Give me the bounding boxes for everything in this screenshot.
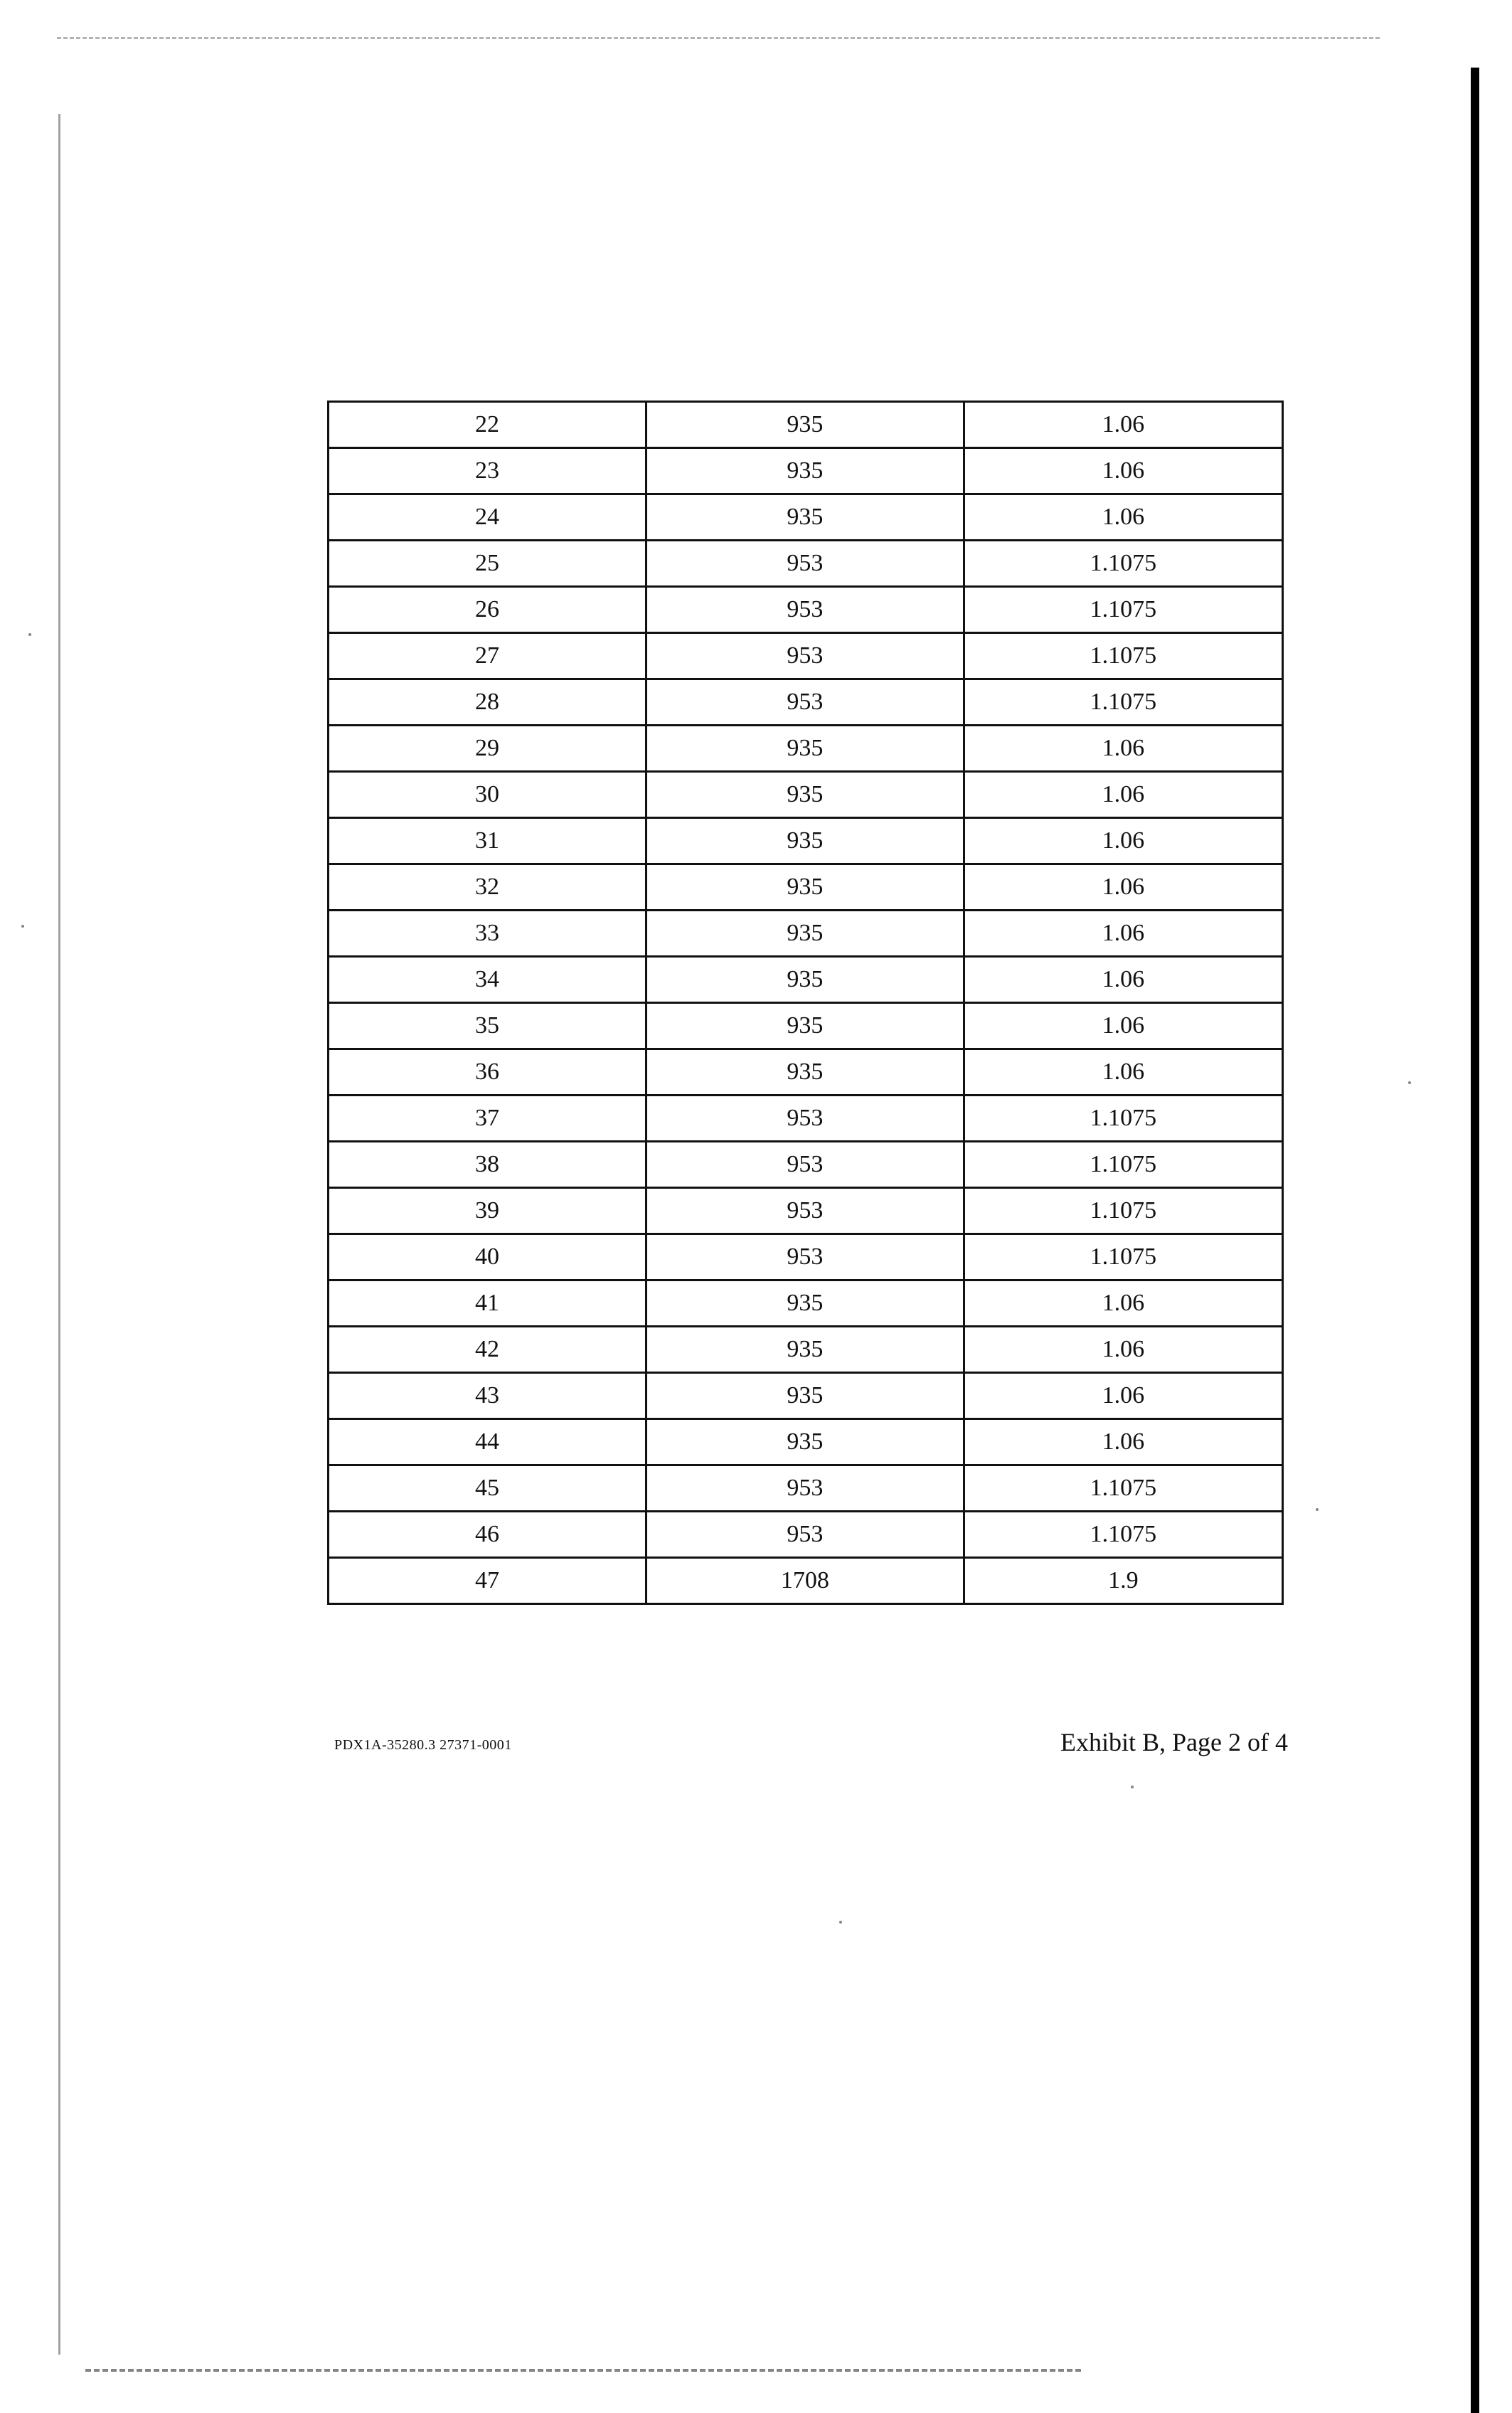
table-cell: 1.06 bbox=[964, 1049, 1282, 1096]
scan-speck bbox=[21, 925, 24, 928]
table-cell: 29 bbox=[329, 726, 646, 772]
table-cell: 1.06 bbox=[964, 448, 1282, 494]
table-cell: 1.1075 bbox=[964, 1142, 1282, 1188]
table-cell: 46 bbox=[329, 1512, 646, 1558]
table-cell: 41 bbox=[329, 1280, 646, 1327]
table-cell: 935 bbox=[646, 1419, 964, 1465]
table-cell: 28 bbox=[329, 679, 646, 726]
table-cell: 42 bbox=[329, 1327, 646, 1373]
table-cell: 935 bbox=[646, 772, 964, 818]
table-cell: 935 bbox=[646, 1327, 964, 1373]
table-cell: 953 bbox=[646, 679, 964, 726]
table-cell: 953 bbox=[646, 1512, 964, 1558]
table-cell: 1.06 bbox=[964, 1327, 1282, 1373]
table-row bbox=[329, 957, 1283, 1003]
scan-artifact-top bbox=[57, 37, 1380, 39]
table-cell: 935 bbox=[646, 818, 964, 864]
table-cell: 953 bbox=[646, 541, 964, 587]
table-cell: 31 bbox=[329, 818, 646, 864]
scan-speck bbox=[1131, 1786, 1134, 1788]
table-cell: 1.06 bbox=[964, 1419, 1282, 1465]
table-cell: 935 bbox=[646, 1373, 964, 1419]
table-cell: 953 bbox=[646, 1188, 964, 1234]
table-row bbox=[329, 541, 1283, 587]
table-cell: 1.1075 bbox=[964, 541, 1282, 587]
scan-speck bbox=[28, 633, 31, 636]
table-row bbox=[329, 1188, 1283, 1234]
table-cell: 43 bbox=[329, 1373, 646, 1419]
scan-speck bbox=[839, 1921, 842, 1924]
table-cell: 1.06 bbox=[964, 1280, 1282, 1327]
table-row bbox=[329, 818, 1283, 864]
table-cell: 1.06 bbox=[964, 402, 1282, 448]
table-row bbox=[329, 1558, 1283, 1604]
table-cell: 24 bbox=[329, 494, 646, 541]
table-cell: 23 bbox=[329, 448, 646, 494]
table-cell: 935 bbox=[646, 1003, 964, 1049]
table-cell: 935 bbox=[646, 448, 964, 494]
table-cell: 953 bbox=[646, 1096, 964, 1142]
table-cell: 32 bbox=[329, 864, 646, 911]
table-cell: 37 bbox=[329, 1096, 646, 1142]
table-cell: 935 bbox=[646, 402, 964, 448]
table-cell: 1.06 bbox=[964, 911, 1282, 957]
table-cell: 40 bbox=[329, 1234, 646, 1280]
table-cell: 22 bbox=[329, 402, 646, 448]
table-row bbox=[329, 1465, 1283, 1512]
table-cell: 1.06 bbox=[964, 957, 1282, 1003]
table-cell: 1.06 bbox=[964, 494, 1282, 541]
scan-edge-right bbox=[1471, 68, 1479, 2413]
table-cell: 935 bbox=[646, 864, 964, 911]
table-cell: 45 bbox=[329, 1465, 646, 1512]
table-cell: 935 bbox=[646, 1280, 964, 1327]
table-cell: 953 bbox=[646, 633, 964, 679]
table-cell: 935 bbox=[646, 1049, 964, 1096]
table-row bbox=[329, 911, 1283, 957]
scan-speck bbox=[1316, 1508, 1319, 1511]
table-cell: 1.1075 bbox=[964, 1512, 1282, 1558]
table-cell: 953 bbox=[646, 1234, 964, 1280]
table-cell: 38 bbox=[329, 1142, 646, 1188]
table-row bbox=[329, 1142, 1283, 1188]
table-cell: 1.1075 bbox=[964, 1234, 1282, 1280]
data-table bbox=[327, 401, 1284, 1605]
table-row bbox=[329, 1234, 1283, 1280]
table-cell: 30 bbox=[329, 772, 646, 818]
table-row bbox=[329, 494, 1283, 541]
table-row bbox=[329, 726, 1283, 772]
table-cell: 1.1075 bbox=[964, 587, 1282, 633]
table-row bbox=[329, 772, 1283, 818]
table-cell: 25 bbox=[329, 541, 646, 587]
table-body bbox=[329, 402, 1283, 1604]
table-row bbox=[329, 1280, 1283, 1327]
table-cell: 935 bbox=[646, 957, 964, 1003]
table-cell: 47 bbox=[329, 1558, 646, 1604]
table-row bbox=[329, 864, 1283, 911]
table-cell: 1.06 bbox=[964, 864, 1282, 911]
table-row bbox=[329, 633, 1283, 679]
table-cell: 1.1075 bbox=[964, 679, 1282, 726]
table-cell: 36 bbox=[329, 1049, 646, 1096]
table-cell: 1708 bbox=[646, 1558, 964, 1604]
table-row bbox=[329, 679, 1283, 726]
table-cell: 953 bbox=[646, 587, 964, 633]
table-cell: 1.06 bbox=[964, 818, 1282, 864]
scan-artifact-bottom bbox=[85, 2369, 1081, 2372]
table-cell: 39 bbox=[329, 1188, 646, 1234]
table-cell: 35 bbox=[329, 1003, 646, 1049]
scan-speck bbox=[1408, 1081, 1411, 1084]
table-row bbox=[329, 1327, 1283, 1373]
scan-artifact-left bbox=[58, 114, 60, 2355]
table-row bbox=[329, 402, 1283, 448]
table-cell: 1.1075 bbox=[964, 1465, 1282, 1512]
table-cell: 33 bbox=[329, 911, 646, 957]
table-cell: 1.06 bbox=[964, 1003, 1282, 1049]
table-cell: 1.9 bbox=[964, 1558, 1282, 1604]
table-row bbox=[329, 587, 1283, 633]
table-cell: 1.06 bbox=[964, 1373, 1282, 1419]
document-code: PDX1A-35280.3 27371-0001 bbox=[334, 1737, 512, 1753]
table-row bbox=[329, 1096, 1283, 1142]
table-row bbox=[329, 1419, 1283, 1465]
page-label: Exhibit B, Page 2 of 4 bbox=[1060, 1728, 1288, 1756]
table-cell: 1.1075 bbox=[964, 633, 1282, 679]
table-row bbox=[329, 1373, 1283, 1419]
table-cell: 1.1075 bbox=[964, 1096, 1282, 1142]
table-row bbox=[329, 1512, 1283, 1558]
table-cell: 935 bbox=[646, 494, 964, 541]
table-cell: 935 bbox=[646, 726, 964, 772]
table-cell: 44 bbox=[329, 1419, 646, 1465]
table-row bbox=[329, 1049, 1283, 1096]
table-cell: 34 bbox=[329, 957, 646, 1003]
table-cell: 953 bbox=[646, 1142, 964, 1188]
table-cell: 26 bbox=[329, 587, 646, 633]
table-cell: 953 bbox=[646, 1465, 964, 1512]
table-cell: 27 bbox=[329, 633, 646, 679]
table-row bbox=[329, 448, 1283, 494]
table-row bbox=[329, 1003, 1283, 1049]
table-cell: 1.1075 bbox=[964, 1188, 1282, 1234]
table-cell: 935 bbox=[646, 911, 964, 957]
table-cell: 1.06 bbox=[964, 772, 1282, 818]
table-cell: 1.06 bbox=[964, 726, 1282, 772]
